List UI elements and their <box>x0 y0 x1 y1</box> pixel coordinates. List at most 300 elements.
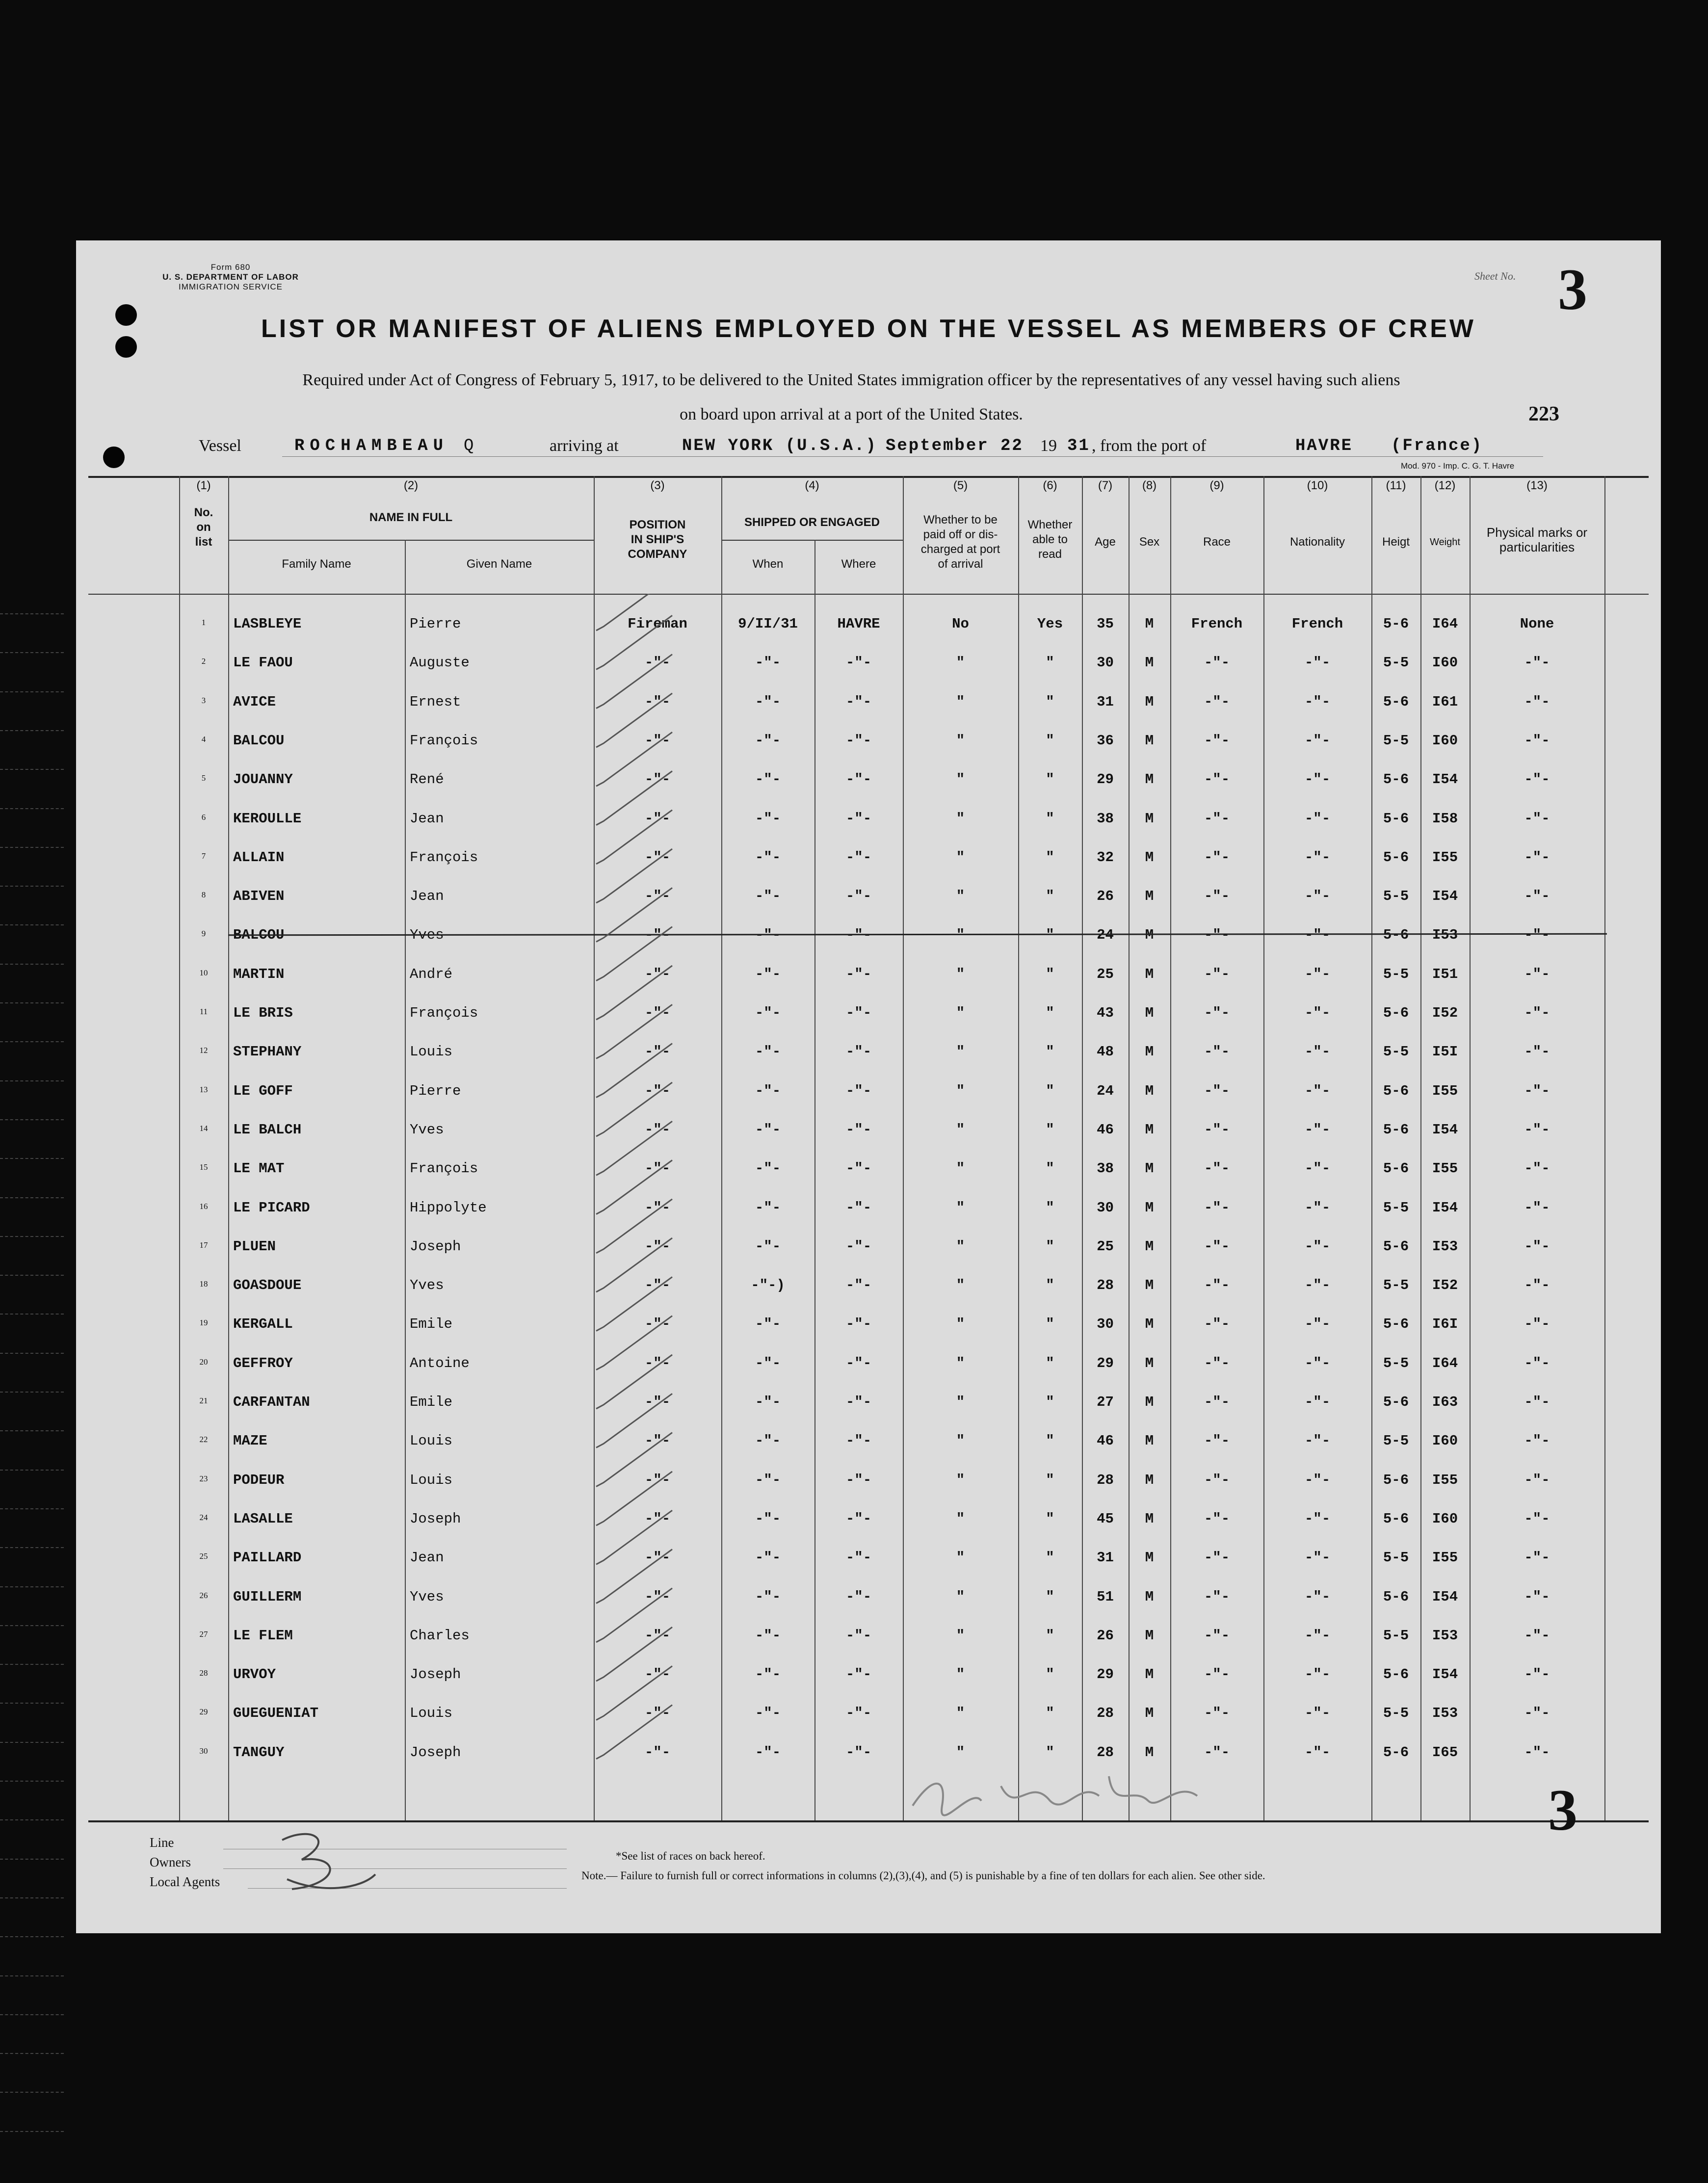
cell-when: -"- <box>755 1355 781 1371</box>
cell-nationality: -"- <box>1304 849 1331 866</box>
col5-number: (5) <box>953 479 968 492</box>
cell-marks: -"- <box>1524 693 1550 710</box>
arrival-date: September 22 <box>886 437 1024 455</box>
col-divider <box>903 476 904 1820</box>
margin-guide <box>0 691 64 692</box>
cell-when: -"- <box>755 1121 781 1138</box>
cell-marks: -"- <box>1524 1005 1550 1021</box>
cell-marks: -"- <box>1524 1394 1550 1410</box>
cell-marks: -"- <box>1524 1199 1550 1216</box>
cell-marks: -"- <box>1524 966 1550 982</box>
cell-nationality: -"- <box>1304 1277 1331 1294</box>
subheader-rule-shipped <box>721 540 903 541</box>
cell-sex: M <box>1145 1433 1154 1449</box>
cell-family: GUILLERM <box>233 1588 302 1605</box>
col-divider <box>1170 476 1171 1820</box>
cell-race: -"- <box>1204 1510 1230 1527</box>
cell-sex: M <box>1145 966 1154 982</box>
cell-nationality: -"- <box>1304 1121 1331 1138</box>
cell-weight: I54 <box>1432 1666 1458 1683</box>
cell-race: -"- <box>1204 1627 1230 1644</box>
col13-line: particularities <box>1499 540 1575 554</box>
cell-race: -"- <box>1204 1744 1230 1761</box>
cell-age: 29 <box>1097 771 1114 788</box>
cell-position: -"- <box>644 966 671 982</box>
sheet-number: 3 <box>1558 257 1587 322</box>
cell-nationality: -"- <box>1304 732 1331 749</box>
cell-age: 29 <box>1097 1666 1114 1683</box>
cell-marks: -"- <box>1524 1316 1550 1333</box>
row-number: 8 <box>201 890 206 900</box>
cell-position: -"- <box>644 1316 671 1333</box>
col-divider <box>721 476 722 1820</box>
cell-when: -"- <box>755 1160 781 1177</box>
cell-family: LE PICARD <box>233 1199 310 1216</box>
cell-where: -"- <box>845 732 872 749</box>
cell-given: René <box>410 771 444 788</box>
cell-where: -"- <box>845 1355 872 1371</box>
cell-where: -"- <box>845 1550 872 1566</box>
cell-paid: " <box>956 1082 965 1099</box>
cell-age: 28 <box>1097 1705 1114 1722</box>
cell-when: -"- <box>755 1666 781 1683</box>
col-divider <box>1263 476 1264 1820</box>
row-number: 14 <box>199 1123 208 1133</box>
crew-table <box>88 476 1649 1825</box>
cell-paid: " <box>956 1277 965 1294</box>
cell-when: -"- <box>755 1082 781 1099</box>
row-number: 12 <box>199 1046 208 1055</box>
col2-header: NAME IN FULL <box>369 511 453 524</box>
margin-guide <box>0 2053 64 2054</box>
subtitle-line-2: on board upon arrival at a port of the United States. <box>680 405 1023 423</box>
cell-height: 5-5 <box>1383 1044 1409 1060</box>
cell-where: -"- <box>845 1627 872 1644</box>
cell-position: -"- <box>644 771 671 788</box>
col3-line: POSITION <box>629 518 686 531</box>
col6-header <box>1018 518 1082 562</box>
cell-position: -"- <box>644 1627 671 1644</box>
cell-sex: M <box>1145 1510 1154 1527</box>
cell-age: 25 <box>1097 966 1114 982</box>
cell-race: -"- <box>1204 1082 1230 1099</box>
cell-weight: I60 <box>1432 655 1458 671</box>
cell-read: " <box>1046 1005 1054 1021</box>
cell-height: 5-5 <box>1383 732 1409 749</box>
cell-weight: I54 <box>1432 888 1458 905</box>
col1-line: on <box>196 521 211 534</box>
row-number: 27 <box>199 1629 208 1639</box>
col5-header <box>903 513 1018 572</box>
cell-given: Emile <box>410 1394 453 1410</box>
cell-paid: " <box>956 1355 965 1371</box>
cell-weight: I55 <box>1432 1550 1458 1566</box>
cell-marks: -"- <box>1524 810 1550 827</box>
cell-when: -"- <box>755 1044 781 1060</box>
col-divider <box>228 476 229 1820</box>
cell-nationality: -"- <box>1304 810 1331 827</box>
cell-height: 5-6 <box>1383 1005 1409 1021</box>
cell-paid: " <box>956 810 965 827</box>
department: U. S. DEPARTMENT OF LABOR <box>162 272 299 282</box>
cell-race: -"- <box>1204 1550 1230 1566</box>
cell-weight: I54 <box>1432 771 1458 788</box>
cell-weight: I58 <box>1432 810 1458 827</box>
cell-when: -"- <box>755 810 781 827</box>
col12-header: Weight <box>1430 537 1460 548</box>
cell-age: 31 <box>1097 693 1114 710</box>
cell-race: -"- <box>1204 1044 1230 1060</box>
row-number: 3 <box>201 695 206 705</box>
cell-age: 38 <box>1097 810 1114 827</box>
year-prefix: 19 <box>1040 437 1057 455</box>
cell-position: -"- <box>644 1238 671 1255</box>
check-marks <box>594 594 721 1820</box>
cell-race: -"- <box>1204 1005 1230 1021</box>
cell-age: 26 <box>1097 888 1114 905</box>
margin-guide <box>0 1742 64 1743</box>
cell-family: BALCOU <box>233 927 285 944</box>
cell-height: 5-5 <box>1383 1627 1409 1644</box>
cell-where: -"- <box>845 1160 872 1177</box>
margin-guide <box>0 1975 64 1976</box>
cell-family: GUEGUENIAT <box>233 1705 319 1722</box>
margin-guide <box>0 1859 64 1860</box>
row-number: 13 <box>199 1084 208 1094</box>
cell-sex: M <box>1145 849 1154 866</box>
cell-age: 25 <box>1097 1238 1114 1255</box>
cell-family: KERGALL <box>233 1316 293 1333</box>
cell-sex: M <box>1145 616 1154 632</box>
cell-nationality: -"- <box>1304 1550 1331 1566</box>
cell-weight: I51 <box>1432 966 1458 982</box>
col3-header <box>594 518 721 562</box>
cell-race: -"- <box>1204 771 1230 788</box>
cell-position: -"- <box>644 927 671 944</box>
cell-position: -"- <box>644 1705 671 1722</box>
cell-race: -"- <box>1204 1121 1230 1138</box>
cell-nationality: -"- <box>1304 771 1331 788</box>
cell-nationality: -"- <box>1304 888 1331 905</box>
footer-line-label: Line <box>150 1835 174 1850</box>
cell-where: -"- <box>845 1394 872 1410</box>
cell-height: 5-5 <box>1383 888 1409 905</box>
cell-where: -"- <box>845 1316 872 1333</box>
check-mark <box>596 594 672 631</box>
cell-where: HAVRE <box>837 616 880 632</box>
from-country: (France) <box>1391 437 1483 455</box>
cell-nationality: -"- <box>1304 1238 1331 1255</box>
col5-line: of arrival <box>938 557 983 571</box>
cell-height: 5-6 <box>1383 1744 1409 1761</box>
cell-paid: " <box>956 771 965 788</box>
cell-weight: I60 <box>1432 732 1458 749</box>
margin-guide <box>0 1314 64 1315</box>
cell-paid: No <box>952 616 969 632</box>
vessel-label: Vessel <box>199 437 241 455</box>
cell-paid: " <box>956 849 965 866</box>
cell-weight: I53 <box>1432 1705 1458 1722</box>
cell-race: -"- <box>1204 1705 1230 1722</box>
cell-when: -"-) <box>751 1277 785 1294</box>
cell-nationality: -"- <box>1304 1666 1331 1683</box>
cell-given: Ernest <box>410 693 461 710</box>
cell-read: " <box>1046 810 1054 827</box>
cell-paid: " <box>956 888 965 905</box>
cell-given: Jean <box>410 888 444 905</box>
cell-marks: -"- <box>1524 1666 1550 1683</box>
cell-race: -"- <box>1204 810 1230 827</box>
margin-guide <box>0 964 64 965</box>
cell-position: -"- <box>644 1394 671 1410</box>
col-divider <box>1018 476 1019 1820</box>
cell-position: -"- <box>644 1082 671 1099</box>
margin-guide <box>0 1197 64 1198</box>
cell-race: -"- <box>1204 888 1230 905</box>
year-suffix: 31 <box>1067 437 1090 455</box>
cell-family: GOASDOUE <box>233 1277 302 1294</box>
cell-when: -"- <box>755 1588 781 1605</box>
cell-sex: M <box>1145 888 1154 905</box>
cell-race: -"- <box>1204 1394 1230 1410</box>
col-divider <box>1420 476 1421 1820</box>
cell-height: 5-5 <box>1383 1277 1409 1294</box>
cell-nationality: -"- <box>1304 693 1331 710</box>
cell-given: François <box>410 849 478 866</box>
cell-family: MARTIN <box>233 966 285 982</box>
cell-sex: M <box>1145 655 1154 671</box>
cell-paid: " <box>956 1044 965 1060</box>
race-note: *See list of races on back hereof. <box>616 1850 765 1862</box>
cell-given: Joseph <box>410 1666 461 1683</box>
table-bottom-rule <box>88 1820 1649 1822</box>
cell-height: 5-6 <box>1383 927 1409 944</box>
cell-race: -"- <box>1204 849 1230 866</box>
subtitle <box>125 363 1577 432</box>
cell-marks: -"- <box>1524 1705 1550 1722</box>
col1-number: (1) <box>196 479 211 492</box>
cell-read: " <box>1046 1199 1054 1216</box>
cell-given: Joseph <box>410 1744 461 1761</box>
cell-where: -"- <box>845 655 872 671</box>
cell-age: 51 <box>1097 1588 1114 1605</box>
col11-header: Heigt <box>1382 535 1410 549</box>
row-number: 29 <box>199 1707 208 1717</box>
cell-marks: -"- <box>1524 732 1550 749</box>
col2-number: (2) <box>403 479 419 492</box>
cell-when: -"- <box>755 1510 781 1527</box>
cell-when: -"- <box>755 732 781 749</box>
cell-weight: I55 <box>1432 1160 1458 1177</box>
cell-race: -"- <box>1204 1316 1230 1333</box>
cell-sex: M <box>1145 1082 1154 1099</box>
cell-race: -"- <box>1204 732 1230 749</box>
margin-guide <box>0 730 64 731</box>
cell-read: Yes <box>1037 616 1063 632</box>
cell-read: " <box>1046 1238 1054 1255</box>
cell-given: Yves <box>410 1588 444 1605</box>
row-number: 19 <box>199 1318 208 1328</box>
cell-sex: M <box>1145 1160 1154 1177</box>
cell-read: " <box>1046 1472 1054 1488</box>
row-number: 1 <box>201 618 206 627</box>
form-info <box>128 263 334 292</box>
margin-guide <box>0 1430 64 1431</box>
cell-paid: " <box>956 1666 965 1683</box>
cell-sex: M <box>1145 1472 1154 1488</box>
cell-where: -"- <box>845 1082 872 1099</box>
cell-position: -"- <box>644 1199 671 1216</box>
cell-where: -"- <box>845 771 872 788</box>
cell-when: -"- <box>755 655 781 671</box>
cell-family: PAILLARD <box>233 1550 302 1566</box>
cell-age: 30 <box>1097 1199 1114 1216</box>
row-number: 5 <box>201 773 206 783</box>
cell-position: -"- <box>644 1355 671 1371</box>
cell-position: -"- <box>644 1510 671 1527</box>
margin-guide <box>0 1781 64 1782</box>
cell-nationality: -"- <box>1304 1316 1331 1333</box>
margin-guide <box>0 847 64 848</box>
cell-family: KEROULLE <box>233 810 302 827</box>
cell-nationality: French <box>1291 616 1343 632</box>
cell-when: -"- <box>755 888 781 905</box>
cell-age: 46 <box>1097 1433 1114 1449</box>
cell-height: 5-6 <box>1383 1510 1409 1527</box>
cell-nationality: -"- <box>1304 927 1331 944</box>
cell-paid: " <box>956 1433 965 1449</box>
cell-where: -"- <box>845 1744 872 1761</box>
col3-number: (3) <box>650 479 665 492</box>
form-number: Form 680 <box>210 263 251 272</box>
cell-family: TANGUY <box>233 1744 285 1761</box>
bottom-sheet-number: 3 <box>1548 1777 1577 1842</box>
cell-age: 38 <box>1097 1160 1114 1177</box>
cell-read: " <box>1046 771 1054 788</box>
cell-read: " <box>1046 966 1054 982</box>
cell-sex: M <box>1145 732 1154 749</box>
cell-position: -"- <box>644 732 671 749</box>
cell-height: 5-6 <box>1383 1472 1409 1488</box>
cell-where: -"- <box>845 849 872 866</box>
cell-family: LE FAOU <box>233 655 293 671</box>
cell-race: -"- <box>1204 1588 1230 1605</box>
cell-marks: -"- <box>1524 888 1550 905</box>
cell-sex: M <box>1145 1627 1154 1644</box>
cell-position: -"- <box>644 1744 671 1761</box>
cell-age: 30 <box>1097 1316 1114 1333</box>
cell-height: 5-6 <box>1383 1666 1409 1683</box>
cell-read: " <box>1046 1121 1054 1138</box>
cell-given: Yves <box>410 927 444 944</box>
cell-given: Emile <box>410 1316 453 1333</box>
cell-given: Yves <box>410 1277 444 1294</box>
col5-line: charged at port <box>920 543 1000 556</box>
cell-sex: M <box>1145 1588 1154 1605</box>
col4a-header: When <box>752 557 784 571</box>
cell-family: LE GOFF <box>233 1082 293 1099</box>
row-number: 20 <box>199 1357 208 1367</box>
cell-when: -"- <box>755 1472 781 1488</box>
cell-weight: I5I <box>1432 1044 1458 1060</box>
cell-read: " <box>1046 1666 1054 1683</box>
cell-when: -"- <box>755 1394 781 1410</box>
cell-family: ABIVEN <box>233 888 285 905</box>
cell-height: 5-6 <box>1383 1082 1409 1099</box>
cell-weight: I53 <box>1432 1627 1458 1644</box>
cell-sex: M <box>1145 927 1154 944</box>
cell-family: JOUANNY <box>233 771 293 788</box>
cell-where: -"- <box>845 888 872 905</box>
cell-read: " <box>1046 1044 1054 1060</box>
cell-sex: M <box>1145 1199 1154 1216</box>
cell-nationality: -"- <box>1304 1082 1331 1099</box>
cell-family: LE MAT <box>233 1160 285 1177</box>
cell-paid: " <box>956 1394 965 1410</box>
margin-guide <box>0 1353 64 1354</box>
cell-paid: " <box>956 927 965 944</box>
cell-read: " <box>1046 1627 1054 1644</box>
col11-number: (11) <box>1386 479 1406 492</box>
cell-where: -"- <box>845 1510 872 1527</box>
mod-note: Mod. 970 - Imp. C. G. T. Havre <box>1401 461 1515 471</box>
cell-weight: I61 <box>1432 693 1458 710</box>
cell-height: 5-6 <box>1383 1588 1409 1605</box>
margin-guide <box>0 808 64 809</box>
cell-where: -"- <box>845 1433 872 1449</box>
cell-marks: -"- <box>1524 1744 1550 1761</box>
cell-sex: M <box>1145 771 1154 788</box>
col4b-header: Where <box>841 557 876 571</box>
cell-given: Pierre <box>410 1082 461 1099</box>
cell-sex: M <box>1145 1550 1154 1566</box>
cell-read: " <box>1046 1705 1054 1722</box>
col10-number: (10) <box>1307 479 1328 492</box>
cell-race: -"- <box>1204 1160 1230 1177</box>
col4-header: SHIPPED OR ENGAGED <box>744 516 880 529</box>
cell-race: -"- <box>1204 966 1230 982</box>
margin-guide <box>0 2131 64 2132</box>
cell-weight: I55 <box>1432 1472 1458 1488</box>
penalty-note: Note.— Failure to furnish full or correct informations in columns (2),(3),(4), and (5) is punishable by a fine of ten dollars for each alien. See other side. <box>581 1869 1265 1882</box>
cell-age: 48 <box>1097 1044 1114 1060</box>
cell-marks: -"- <box>1524 1355 1550 1371</box>
cell-marks: -"- <box>1524 1082 1550 1099</box>
cell-read: " <box>1046 693 1054 710</box>
cell-given: Louis <box>410 1433 453 1449</box>
cell-nationality: -"- <box>1304 1199 1331 1216</box>
cell-family: STEPHANY <box>233 1044 302 1060</box>
cell-paid: " <box>956 1238 965 1255</box>
cell-given: François <box>410 1160 478 1177</box>
col1-header <box>179 505 228 550</box>
arriving-label: arriving at <box>550 437 619 455</box>
cell-when: -"- <box>755 771 781 788</box>
cell-paid: " <box>956 732 965 749</box>
cell-sex: M <box>1145 1666 1154 1683</box>
cell-given: François <box>410 732 478 749</box>
cell-height: 5-5 <box>1383 1550 1409 1566</box>
cell-age: 46 <box>1097 1121 1114 1138</box>
cell-height: 5-6 <box>1383 810 1409 827</box>
signature <box>903 1757 1246 1825</box>
cell-where: -"- <box>845 1044 872 1060</box>
margin-guide <box>0 886 64 887</box>
cell-family: BALCOU <box>233 732 285 749</box>
cell-sex: M <box>1145 1394 1154 1410</box>
row-number: 4 <box>201 734 206 744</box>
cell-family: GEFFROY <box>233 1355 293 1371</box>
